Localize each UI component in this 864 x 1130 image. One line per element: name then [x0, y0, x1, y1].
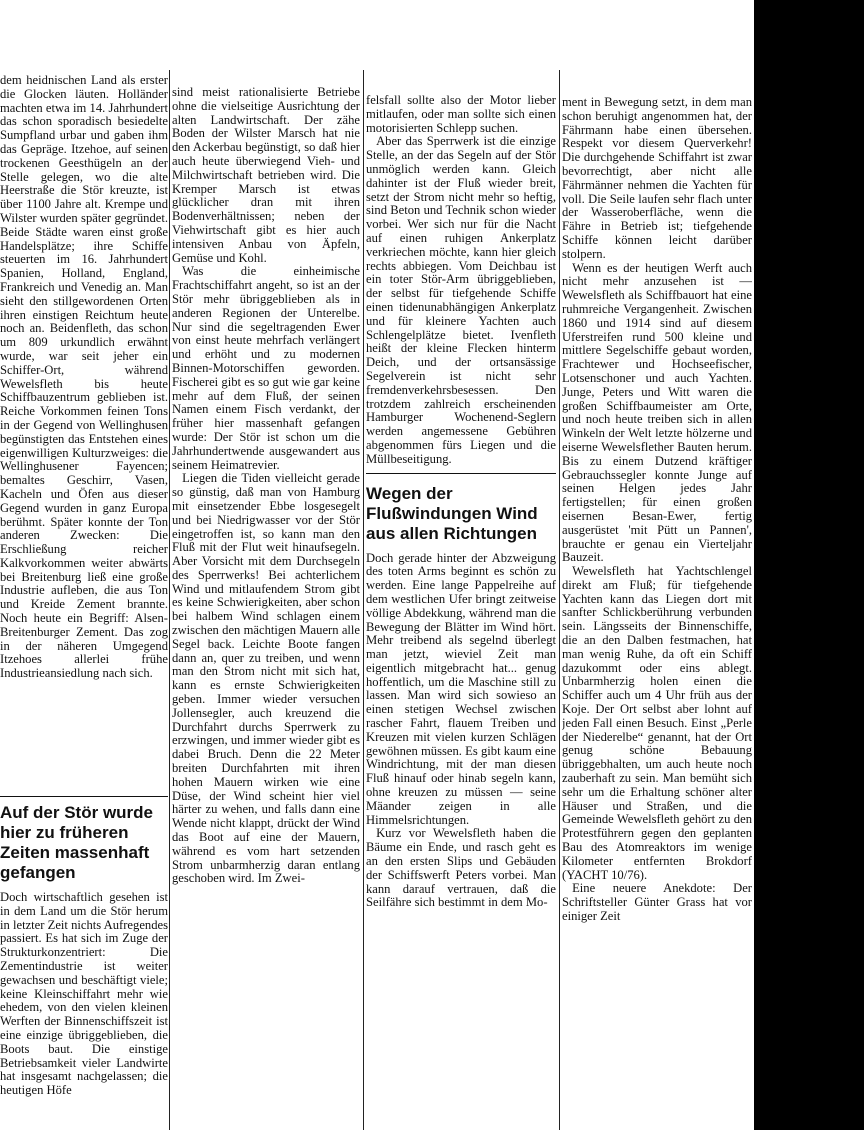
paragraph: felsfall sollte also der Motor lieber mitlaufen, oder man sollte sich einen motorisierten Schlepp suchen.: [366, 94, 556, 135]
paragraph: sind meist rationalisierte Betriebe ohne die vielseitige Ausrichtung der alten Landwirtschaft. Der zähe Boden der Wilster Marsch hat nie den Ackerbau begünstigt, so daß hier auch heute überwiegend Vieh- und Milchwirtschaft betrieben wird. Die Kremper Marsch ist etwas glücklicher dran mit ihren Bodenverhältnissen; neben der Viehwirtschaft gibt es hier auch intensiven Anbau von Äpfeln, Gemüse und Kohl.: [172, 86, 360, 265]
paragraph: Was die einheimische Frachtschiffahrt angeht, so ist an der Stör mehr übriggeblieben als in anderen Regionen der Unterelbe. Nur sind die segeltragenden Ewer von einst heute mehrfach verlängert und erhöht und zu modernen Binnen-Motorschiffen geworden. Fischerei gibt es so gut wie gar keine mehr auf dem Fluß, der seinen Namen einem Fisch verdankt, der früher hier massenhaft gefangen wurde: Der Stör ist schon um die Jahrhundertwende ausgewandert aus seinem Heimatrevier.: [172, 264, 360, 472]
paragraph: Doch wirtschaftlich gesehen ist in dem Land um die Stör herum in letzter Zeit nichts Aufregendes passiert. Es hat sich im Zuge der Strukturkonzentriert: Die Zementindustrie ist weiter gewachsen und beschäftigt viele; keine Kleinschiffahrt mehr wie ehedem, von den vielen kleinen Werften der Binnenschiffszeit ist eine einzige übriggeblieben, die Boots baut. Die einstige Betriebsamkeit vieler Landwirte hat insgesamt nachgelassen; die heutigen Höfe: [0, 890, 168, 1098]
section-headline: Auf der Stör wurde hier zu früheren Zeiten massenhaft gefangen: [0, 803, 154, 882]
paragraph: Wewelsfleth hat Yachtschlengel direkt am Fluß; für tiefgehende Yachten kann das Liegen dort mit sanfter Schlickberührung verbunden sein. Längsseits der Binnenschiffe, die an den Dalben festmachen, hat man wenig Ruhe, da oft ein Schiff dazukommt oder eins ablegt. Unbarmherzig holen einen die Schiffer auch um 4 Uhr früh aus der Koje. Der Ort selbst aber lohnt auf jeden Fall einen Besuch. Einst „Perle der Niederelbe“ genannt, hat der Ort genug schöne Bebauung übriggebhalten, um auch heute noch zauberhaft zu sein. Man bemüht sich sehr um die Erhaltung schöner alter Häuser und Straßen, und die Gemeinde Wewelsfleth gehört zu den Protestführern gegen den geplanten Bau des Atomreaktors im wenige Kilometer entfernten Brokdorf (YACHT 10/76).: [562, 564, 752, 882]
paragraph: dem heidnischen Land als erster die Glocken läuten. Holländer machten etwa im 14. Jahrhundert das schon sporadisch besiedelte Sumpfland urbar und gaben ihm das Gepräge. Itzehoe, auf seinen trockenen Geesthügeln an der Stelle gelegen, wo die alte Heerstraße die Stör kreuzte, ist über 1100 Jahre alt. Krempe und Wilster wurden später gegründet. Beide Städte waren einst große Handelsplätze; ihre Schiffe steuerten im 16. Jahrhundert Spanien, Holland, England, Frankreich und Venedig an. Man sieht den stillgewordenen Orten ihren einstigen Reichtum heute noch an. Beidenfleth, das schon um 809 urkundlich erwähnt wurde, war seit jeher ein Schiffer-Ort, während Wewelsfleth bis heute Schiffbauzentrum geblieben ist. Reiche Vorkommen feinen Tons in der Gegend von Wellinghusen begünstigten das Entstehen eines eigenwilligen Kulturzweiges: die Wellinghusener Fayencen; bemaltes Geschirr, Vasen, Kacheln und Öfen aus dieser Gegend wurden in ganz Europa berühmt. Später konnte der Ton anderen Zwecken: Die Erschließung reicher Kalkvorkommen weiter abwärts bei Breitenburg ließ eine große Industrie aufleben, die aus Ton und Kreide Zement brannte. Noch heute ein Begriff: Alsen-Breitenburger Zement. Das zog in der näheren Umgegend Itzehoes allerlei frühe Industrieansiedlung nach sich.: [0, 74, 168, 681]
paragraph: Eine neuere Anekdote: Der Schriftsteller Günter Grass hat vor einiger Zeit: [562, 881, 752, 924]
paragraph: Kurz vor Wewelsfleth haben die Bäume ein Ende, und rasch geht es an den ersten Slips und Gebäuden der Schiffswerft Peters vorbei. Man kann darauf vertrauen, daß die Seilfähre sich bestimmt in dem Mo-: [366, 826, 556, 910]
column-1-lower: [0, 790, 168, 1098]
paragraph: Doch gerade hinter der Abzweigung des toten Arms beginnt es schön zu werden. Eine lange Pappelreihe auf dem westlichen Ufer bringt zeitweise völlige Abdekkung, während man die Bewegung der Blätter im Wind hört. Mehr treibend als segelnd überlegt man jetzt, wieviel Zeit man eigentlich mitgebracht hat... genug hoffentlich, um die Maschine still zu lassen. Man wird sich sowieso an einen stetigen Wechsel zwischen rascher Fahrt, flauem Treiben und Kreuzen mit vielen kurzen Schlägen gewöhnen müssen. Es gibt kaum eine Windrichtung, mit der man diesen Fluß hinauf oder hinab segeln kann, ohne kreuzen zu müssen — seine Mäander zeigen in alle Himmelsrichtungen.: [366, 550, 556, 827]
column-4: [562, 96, 752, 1130]
scan-edge-shadow: [754, 0, 864, 1130]
paragraph: ment in Bewegung setzt, in dem man schon beruhigt angenommen hat, der Fährmann habe einen übersehen. Respekt vor diesem Querverkehr! Die durchgehende Schiffahrt ist zwar bevorrechtigt, aber nicht alle Fährmänner nehmen die Yachten für voll. Die Seile laufen sehr flach unter der Wasseroberfläche, wenn die Fähre in Betrieb ist; tiefgehende Schiffe können leicht darüber stolpern.: [562, 96, 752, 261]
column-divider: [363, 70, 364, 1130]
headline-rule: [366, 473, 556, 474]
column-2: [172, 86, 360, 886]
column-divider: [559, 70, 560, 1130]
column-3: [366, 94, 556, 1130]
column-divider: [169, 70, 170, 1130]
paragraph: Wenn es der heutigen Werft auch nicht mehr anzusehen ist — Wewelsfleth als Schiffbauort hat eine ruhmreiche Vergangenheit. Zwischen 1860 und 1914 sind auf diesem Uferstreifen rund 500 kleine und mittlere Segelschiffe gebaut worden, Frachtewer und Hochseefischer, Lotsenschoner und auch Yachten. Junge, Peters und Witt waren die großen Schiffbaumeister am Orte, und noch heute treiben sich in allen Winkeln der Welt letzte hölzerne und eiserne Wewelsflether Bauten herum. Bis zu einem Dutzend kräftiger Gebrauchssegler konnte Junge auf seinen Helgen jedes Jahr fertigstellen; für einen großen eisernen Besan-Ewer, fertig ausgerüstet 'mit Pütt un Pannen', brauchte er genau ein Vierteljahr Bauzeit.: [562, 260, 752, 565]
paragraph: Aber das Sperrwerk ist die einzige Stelle, an der das Segeln auf der Stör unmöglich werden kann. Gleich dahinter ist der Fluß wieder breit, setzt der Strom nicht mehr so heftig, sind Beton und Technik schon wieder vorbei. Wer sich nur für die Nacht auf einen ruhigen Ankerplatz verkriechen möchte, kann hier gleich rechts abbiegen. Vom Deichbau ist ein toter Stör-Arm übriggeblieben, der selbst für tiefgehende Schiffe einen tidenunabhängigen Ankerplatz und für kleinere Yachten auch Schlengelplätze bietet. Ivenfleth heißt der kleine Flecken hinterm Deich, und der ortsansässige Segelverein ist nicht sehr fremdenverkehrsbesessen. Den trotzdem zahlreich erscheinenden Hamburger Wochenend-Seglern werden angemessene Gebühren abgenommen fürs Liegen und die Müllbeseitigung.: [366, 134, 556, 466]
column-1-upper: [0, 74, 168, 681]
section-headline: Wegen der Flußwindungen Wind aus allen Richtungen: [366, 483, 538, 543]
paragraph: Liegen die Tiden vielleicht gerade so günstig, daß man von Hamburg mit einsetzender Ebbe losgesegelt und bei Niedrigwasser vor der Stör eingetroffen ist, so kann man den Fluß mit der Flut weit hinaufsegeln. Aber Vorsicht mit dem Durchsegeln des Sperrwerks! Bei achterlichem Wind und mitlaufendem Strom gibt es keine Schwierigkeiten, aber schon bei halbem Wind schlagen einem zwischen den mächtigen Mauern alle Segel back. Leichte Boote fangen dann an, quer zu treiben, und wenn man den Strom nicht mit sich hat, kann es ernste Schwierigkeiten geben. Immer wieder versuchen Jollensegler, auch kreuzend die Durchfahrt durchs Sperrwerk zu erzwingen, und immer wieder gibt es dabei Bruch. Denn die 22 Meter breiten Durchfahrten mit ihren hohen Mauern wirken wie eine Düse, der Wind scheint hier viel härter zu wehen, und falls dann eine Wende nicht klappt, drückt der Wind das Boot auf eine der Mauern, während es vom hart setzenden Strom unbarmherzig daran entlang geschoben wird. Im Zwei-: [172, 471, 360, 886]
headline-rule: [0, 796, 168, 797]
